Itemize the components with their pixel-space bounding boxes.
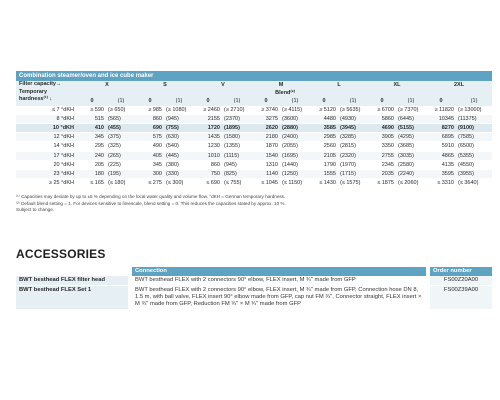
capacity-blend-1: (≤ 180) [106, 179, 136, 188]
capacity-blend-1: (755) [164, 124, 194, 133]
capacity-blend-0: 860 [194, 160, 222, 169]
capacity-blend-0: 3595 [426, 170, 456, 179]
capacity-blend-0: 180 [78, 170, 106, 179]
connection-header: Connection [132, 267, 426, 276]
capacity-blend-1: (6500) [456, 142, 492, 151]
capacity-blend-0: 10345 [426, 114, 456, 123]
capacity-blend-0: 2155 [194, 114, 222, 123]
accessories-heading: ACCESSORIES [16, 247, 106, 261]
footnote-3: Subject to change. [16, 206, 55, 212]
capacity-blend-0: ≤ 1430 [310, 179, 338, 188]
capacity-blend-1: (2400) [280, 133, 310, 142]
capacity-blend-1: (≥ 650) [106, 106, 136, 115]
capacity-blend-0: 2345 [368, 160, 396, 169]
capacity-blend-0: ≥ 5120 [310, 106, 338, 115]
capacity-blend-0: ≥ 6700 [368, 106, 396, 115]
blend-zero-header: 0 [252, 97, 280, 105]
capacity-blend-0: ≥ 2460 [194, 106, 222, 115]
capacity-blend-1: (≥ 4115) [280, 106, 310, 115]
blend-one-header: (1) [338, 97, 368, 105]
hardness-value: 10 °dKH [16, 124, 78, 133]
filter-size-header: XL [368, 81, 426, 89]
capacity-blend-1: (630) [164, 133, 194, 142]
capacity-blend-0: ≤ 275 [136, 179, 164, 188]
capacity-blend-1: (1115) [222, 151, 252, 160]
table-title: Combination steamer/oven and ice cube maker [16, 71, 492, 81]
capacity-blend-1: (325) [106, 142, 136, 151]
capacity-blend-0: 1435 [194, 133, 222, 142]
blend-one-header: (1) [106, 97, 136, 105]
filter-size-header: V [194, 81, 252, 89]
capacity-blend-0: 2035 [368, 170, 396, 179]
blend-zero-header: 0 [78, 97, 106, 105]
capacity-blend-0: 2560 [310, 142, 338, 151]
capacity-blend-0: 4865 [426, 151, 456, 160]
capacity-blend-1: (1715) [338, 170, 368, 179]
capacity-blend-1: (≥ 1080) [164, 106, 194, 115]
capacity-blend-1: (1970) [338, 160, 368, 169]
capacity-blend-1: (1355) [222, 142, 252, 151]
capacity-blend-1: (5155) [396, 124, 426, 133]
capacity-blend-0: ≤ 165 [78, 179, 106, 188]
capacity-blend-0: 5860 [368, 114, 396, 123]
accessories-table [16, 267, 492, 309]
capacity-blend-1: (1440) [280, 160, 310, 169]
capacity-blend-0: 1310 [252, 160, 280, 169]
capacity-blend-1: (6445) [396, 114, 426, 123]
capacity-blend-1: (445) [164, 151, 194, 160]
accessory-connection: BWT besthead FLEX with 2 connectors 90° elbow, FLEX insert, M ¾" made from GFP [132, 276, 426, 286]
blend-zero-header: 0 [310, 97, 338, 105]
filter-size-header: 2XL [426, 81, 492, 89]
capacity-blend-0: 1555 [310, 170, 338, 179]
capacity-blend-1: (≤ 2060) [396, 179, 426, 188]
capacity-blend-0: ≥ 985 [136, 106, 164, 115]
capacity-blend-1: (225) [106, 160, 136, 169]
filter-capacity-label: Filter capacity→ [16, 81, 78, 89]
capacity-blend-0: 3585 [310, 124, 338, 133]
hardness-value: 14 °dKH [16, 142, 78, 151]
capacity-blend-1: (2320) [338, 151, 368, 160]
accessory-row [16, 286, 492, 310]
capacity-blend-1: (11375) [456, 114, 492, 123]
table-row [16, 151, 492, 160]
capacity-table [16, 71, 492, 188]
capacity-blend-0: 490 [136, 142, 164, 151]
blend-zero-header: 0 [368, 97, 396, 105]
footnote-2: ⁽²⁾ Default blend setting = 1. For devices sensitive to limescale, blend setting = 0. This reduces the capacities stated by approx. 10 %. [16, 200, 286, 206]
capacity-blend-1: (2580) [396, 160, 426, 169]
capacity-blend-1: (≤ 755) [222, 179, 252, 188]
capacity-blend-0: ≥ 3740 [252, 106, 280, 115]
capacity-blend-1: (≤ 1575) [338, 179, 368, 188]
table-row [16, 106, 492, 115]
capacity-blend-0: ≤ 1875 [368, 179, 396, 188]
capacity-blend-1: (7585) [456, 133, 492, 142]
capacity-blend-1: (≥ 2710) [222, 106, 252, 115]
capacity-blend-1: (1695) [280, 151, 310, 160]
capacity-blend-0: 345 [136, 160, 164, 169]
table-row [16, 179, 492, 188]
hardness-value: 12 °dKH [16, 133, 78, 142]
capacity-blend-1: (195) [106, 170, 136, 179]
capacity-blend-1: (825) [222, 170, 252, 179]
capacity-blend-0: 1140 [252, 170, 280, 179]
capacity-blend-1: (1580) [222, 133, 252, 142]
capacity-blend-1: (4550) [456, 160, 492, 169]
capacity-blend-1: (3945) [338, 124, 368, 133]
capacity-blend-0: 3350 [368, 142, 396, 151]
capacity-blend-1: (2055) [280, 142, 310, 151]
capacity-blend-1: (565) [106, 114, 136, 123]
capacity-blend-1: (3685) [396, 142, 426, 151]
accessory-order-number: FS00Z20A00 [430, 276, 492, 286]
capacity-section [16, 71, 492, 213]
table-row [16, 133, 492, 142]
capacity-blend-0: 515 [78, 114, 106, 123]
capacity-blend-0: ≥ 590 [78, 106, 106, 115]
capacity-blend-1: (≤ 1150) [280, 179, 310, 188]
capacity-blend-0: 295 [78, 142, 106, 151]
capacity-blend-1: (2880) [280, 124, 310, 133]
capacity-blend-0: 6895 [426, 133, 456, 142]
capacity-blend-1: (≥ 13000) [456, 106, 492, 115]
capacity-blend-0: ≥ 11820 [426, 106, 456, 115]
hardness-value: ≥ 25 °dKH [16, 179, 78, 188]
capacity-blend-0: 5910 [426, 142, 456, 151]
capacity-blend-1: (≥ 7370) [396, 106, 426, 115]
filter-size-header: M [252, 81, 310, 89]
hardness-value: 20 °dKH [16, 160, 78, 169]
capacity-blend-0: 410 [78, 124, 106, 133]
hardness-value: 17 °dKH [16, 151, 78, 160]
capacity-blend-0: 1540 [252, 151, 280, 160]
blend-zero-header: 0 [136, 97, 164, 105]
capacity-blend-1: (5355) [456, 151, 492, 160]
capacity-blend-0: 575 [136, 133, 164, 142]
blend-one-header: (1) [222, 97, 252, 105]
capacity-blend-1: (330) [164, 170, 194, 179]
accessory-row [16, 276, 492, 286]
capacity-blend-0: 4480 [310, 114, 338, 123]
capacity-blend-1: (9100) [456, 124, 492, 133]
capacity-blend-1: (380) [164, 160, 194, 169]
order-number-header: Order number [430, 267, 492, 276]
table-row [16, 114, 492, 123]
blend-zero-header: 0 [194, 97, 222, 105]
capacity-blend-1: (945) [222, 160, 252, 169]
footnotes [16, 194, 492, 213]
capacity-blend-0: ≤ 690 [194, 179, 222, 188]
capacity-blend-0: ≤ 3310 [426, 179, 456, 188]
filter-size-header: S [136, 81, 194, 89]
filter-size-header: X [78, 81, 136, 89]
capacity-blend-0: 1720 [194, 124, 222, 133]
table-row [16, 124, 492, 133]
filter-size-header: L [310, 81, 368, 89]
capacity-blend-0: 8270 [426, 124, 456, 133]
capacity-blend-0: 1230 [194, 142, 222, 151]
capacity-blend-0: 2105 [310, 151, 338, 160]
blend-one-header: (1) [280, 97, 310, 105]
capacity-blend-0: 1870 [252, 142, 280, 151]
capacity-blend-1: (3035) [396, 151, 426, 160]
accessory-name-header [16, 267, 128, 276]
capacity-blend-0: 2180 [252, 133, 280, 142]
hardness-label: Temporary hardness⁽¹⁾ ↓ [16, 89, 78, 105]
capacity-blend-1: (2370) [222, 114, 252, 123]
capacity-blend-0: 750 [194, 170, 222, 179]
table-row [16, 142, 492, 151]
blend-label: Blend⁽²⁾ [78, 89, 492, 97]
capacity-blend-1: (265) [106, 151, 136, 160]
capacity-blend-0: 4135 [426, 160, 456, 169]
capacity-blend-0: 405 [136, 151, 164, 160]
table-row [16, 170, 492, 179]
capacity-blend-0: 240 [78, 151, 106, 160]
capacity-blend-1: (945) [164, 114, 194, 123]
capacity-blend-1: (3285) [338, 133, 368, 142]
capacity-blend-0: 2755 [368, 151, 396, 160]
capacity-blend-1: (2240) [396, 170, 426, 179]
hardness-value: ≤ 7 °dKH [16, 106, 78, 115]
capacity-blend-0: 3275 [252, 114, 280, 123]
capacity-blend-1: (375) [106, 133, 136, 142]
accessory-name: BWT besthead FLEX Set 1 [16, 286, 128, 310]
capacity-blend-1: (1895) [222, 124, 252, 133]
blend-one-header: (1) [396, 97, 426, 105]
capacity-blend-0: 690 [136, 124, 164, 133]
capacity-blend-1: (4295) [396, 133, 426, 142]
capacity-blend-0: 300 [136, 170, 164, 179]
capacity-blend-1: (540) [164, 142, 194, 151]
capacity-blend-1: (3955) [456, 170, 492, 179]
accessory-name: BWT besthead FLEX filter head [16, 276, 128, 286]
capacity-blend-0: 1790 [310, 160, 338, 169]
capacity-blend-1: (3600) [280, 114, 310, 123]
capacity-blend-0: 2620 [252, 124, 280, 133]
capacity-blend-1: (≤ 300) [164, 179, 194, 188]
capacity-blend-1: (4930) [338, 114, 368, 123]
capacity-blend-0: 1010 [194, 151, 222, 160]
capacity-blend-1: (1250) [280, 170, 310, 179]
hardness-value: 8 °dKH [16, 114, 78, 123]
capacity-blend-0: 4690 [368, 124, 396, 133]
capacity-blend-1: (455) [106, 124, 136, 133]
hardness-value: 23 °dKH [16, 170, 78, 179]
capacity-blend-0: 345 [78, 133, 106, 142]
capacity-blend-1: (2815) [338, 142, 368, 151]
capacity-blend-1: (≤ 3640) [456, 179, 492, 188]
table-row [16, 160, 492, 169]
capacity-blend-0: 3905 [368, 133, 396, 142]
capacity-blend-0: 860 [136, 114, 164, 123]
accessory-connection: BWT besthead FLEX with 2 connectors 90° elbow, FLEX insert, M ¾" made from GFP, Connection hose DN 8, 1.5 m, with ball valve, FLEX insert 90° elbow made from GFP, cap nut FM ¾", Connector straight, FLEX insert × M ¾" made from GFP, Reduction FM ¾" × M ¾" made from GFP [135, 287, 422, 307]
capacity-blend-0: 205 [78, 160, 106, 169]
accessory-order-number: FS00Z39A00 [430, 286, 492, 310]
blend-one-header: (1) [456, 97, 492, 105]
capacity-blend-1: (≥ 5635) [338, 106, 368, 115]
capacity-blend-0: 2985 [310, 133, 338, 142]
blend-one-header: (1) [164, 97, 194, 105]
footnote-1: ⁽¹⁾ Capacities may deviate by up to ±5 % depending on the local water quality and volume flow. °dKH = German temporary hardness. [16, 194, 286, 200]
blend-zero-header: 0 [426, 97, 456, 105]
capacity-blend-0: ≤ 1045 [252, 179, 280, 188]
